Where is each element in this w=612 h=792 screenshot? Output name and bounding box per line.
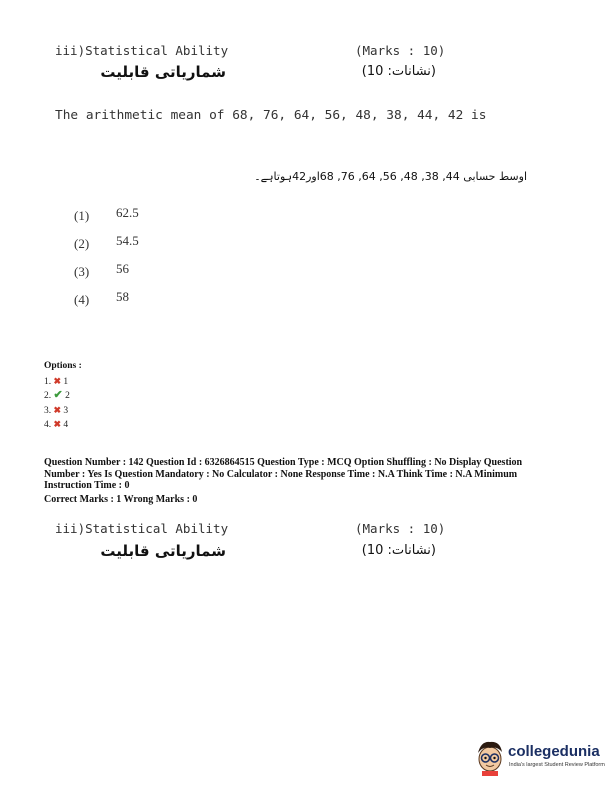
section-marks: (Marks : 10) [355, 43, 446, 58]
option-number: (2) [74, 236, 90, 251]
question-text-urdu: اوسط حسابی 44, 38, 48, 56, 64, 76, 68اور42ہوتاہے۔ [254, 170, 527, 183]
logo-name: collegedunia [508, 743, 600, 760]
marks-line: Correct Marks : 1 Wrong Marks : 0 [44, 494, 198, 505]
answer-label: 4. [44, 420, 52, 430]
question-metadata [44, 457, 522, 492]
answer-item-1 [44, 375, 68, 389]
option-row-4[interactable] [74, 289, 129, 308]
cross-icon: ✖ [53, 376, 62, 386]
collegedunia-logo [472, 735, 604, 781]
logo-tagline: India's largest Student Review Platform [509, 762, 605, 768]
answer-item-3 [44, 404, 68, 418]
option-value: 58 [116, 289, 129, 304]
option-row-2[interactable] [74, 233, 139, 252]
mascot-icon [472, 737, 508, 777]
option-number: (3) [74, 264, 90, 279]
answer-item-2 [44, 389, 70, 403]
answer-value: 2 [65, 391, 70, 401]
answer-label: 1. [44, 377, 52, 387]
section-title-urdu: شماریاتی قابلیت [100, 542, 226, 560]
section-title: iii)Statistical Ability [55, 521, 229, 536]
question-text: The arithmetic mean of 68, 76, 64, 56, 48, 38, 44, 42 is [55, 108, 487, 123]
section-title: iii)Statistical Ability [55, 43, 229, 58]
option-value: 54.5 [116, 233, 139, 248]
option-value: 62.5 [116, 205, 139, 220]
answer-label: 2. [44, 391, 52, 401]
answer-value: 4 [63, 420, 69, 430]
option-row-1[interactable] [74, 205, 139, 224]
check-icon: ✔ [53, 389, 63, 401]
section-marks: (Marks : 10) [355, 521, 446, 536]
answer-value: 1 [63, 377, 69, 387]
options-heading: Options : [44, 361, 82, 371]
option-value: 56 [116, 261, 129, 276]
metadata-line: Number : Yes Is Question Mandatory : No Calculator : None Response Time : N.A Think Time : N.A Minimum [44, 468, 518, 480]
option-number: (4) [74, 292, 90, 307]
metadata-line: Question Number : 142 Question Id : 6326864515 Question Type : MCQ Option Shuffling : No Display Question [44, 457, 523, 468]
answer-value: 3 [63, 406, 69, 416]
cross-icon: ✖ [53, 405, 62, 415]
option-number: (1) [74, 208, 90, 223]
answer-item-4 [44, 418, 68, 432]
metadata-line: Instruction Time : 0 [44, 480, 130, 491]
cross-icon: ✖ [53, 419, 62, 429]
section-marks-urdu: (نشانات: 10) [361, 64, 436, 79]
answer-label: 3. [44, 406, 52, 416]
section-marks-urdu: (نشانات: 10) [361, 543, 436, 558]
section-title-urdu: شماریاتی قابلیت [100, 63, 226, 81]
option-row-3[interactable] [74, 261, 129, 280]
